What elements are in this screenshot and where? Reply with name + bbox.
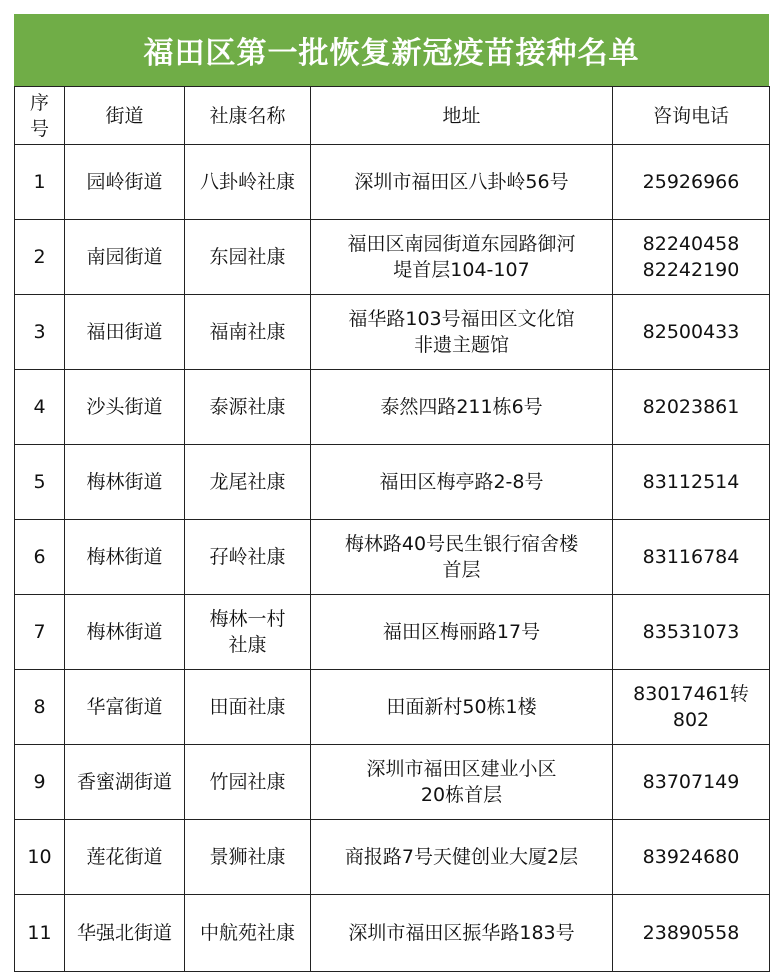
cell-phone: 82500433	[613, 295, 770, 370]
cell-address: 福华路103号福田区文化馆 非遗主题馆	[311, 295, 613, 370]
table-row	[15, 220, 770, 295]
cell-street: 南园街道	[65, 220, 185, 295]
cell-address: 深圳市福田区八卦岭56号	[311, 145, 613, 220]
cell-phone: 83531073	[613, 595, 770, 670]
cell-center: 泰源社康	[185, 370, 311, 445]
page-title: 福田区第一批恢复新冠疫苗接种名单	[14, 14, 769, 86]
cell-street: 香蜜湖街道	[65, 745, 185, 820]
table-row	[15, 820, 770, 895]
cell-center: 龙尾社康	[185, 445, 311, 520]
vaccination-table	[14, 86, 770, 972]
table-row	[15, 745, 770, 820]
cell-street: 梅林街道	[65, 520, 185, 595]
cell-phone: 83112514	[613, 445, 770, 520]
header-phone: 咨询电话	[613, 87, 770, 145]
cell-center: 中航苑社康	[185, 895, 311, 972]
cell-center: 八卦岭社康	[185, 145, 311, 220]
cell-seq: 6	[15, 520, 65, 595]
header-address: 地址	[311, 87, 613, 145]
table-row	[15, 145, 770, 220]
cell-seq: 8	[15, 670, 65, 745]
cell-center: 竹园社康	[185, 745, 311, 820]
cell-seq: 9	[15, 745, 65, 820]
cell-center: 孖岭社康	[185, 520, 311, 595]
cell-address: 福田区南园街道东园路御河 堤首层104-107	[311, 220, 613, 295]
cell-phone: 83116784	[613, 520, 770, 595]
table-row	[15, 670, 770, 745]
table-header-row	[15, 87, 770, 145]
cell-address: 深圳市福田区建业小区 20栋首层	[311, 745, 613, 820]
cell-address: 泰然四路211栋6号	[311, 370, 613, 445]
table-row	[15, 520, 770, 595]
header-street: 街道	[65, 87, 185, 145]
cell-seq: 11	[15, 895, 65, 972]
cell-seq: 5	[15, 445, 65, 520]
cell-center: 梅林一村 社康	[185, 595, 311, 670]
cell-address: 福田区梅丽路17号	[311, 595, 613, 670]
table-row	[15, 445, 770, 520]
cell-center: 景狮社康	[185, 820, 311, 895]
cell-address: 商报路7号天健创业大厦2层	[311, 820, 613, 895]
cell-address: 梅林路40号民生银行宿舍楼 首层	[311, 520, 613, 595]
header-seq-line1: 序	[29, 91, 49, 114]
cell-street: 福田街道	[65, 295, 185, 370]
cell-street: 华富街道	[65, 670, 185, 745]
table-row	[15, 295, 770, 370]
cell-street: 莲花街道	[65, 820, 185, 895]
table-row	[15, 595, 770, 670]
cell-phone: 83924680	[613, 820, 770, 895]
cell-address: 田面新村50栋1楼	[311, 670, 613, 745]
cell-center: 福南社康	[185, 295, 311, 370]
cell-street: 梅林街道	[65, 445, 185, 520]
cell-street: 华强北街道	[65, 895, 185, 972]
header-center: 社康名称	[185, 87, 311, 145]
cell-center: 田面社康	[185, 670, 311, 745]
cell-seq: 4	[15, 370, 65, 445]
cell-address: 福田区梅亭路2-8号	[311, 445, 613, 520]
cell-street: 沙头街道	[65, 370, 185, 445]
cell-phone: 83017461转802	[613, 670, 770, 745]
cell-seq: 10	[15, 820, 65, 895]
cell-seq: 3	[15, 295, 65, 370]
header-seq-line2: 号	[29, 117, 49, 140]
cell-seq: 7	[15, 595, 65, 670]
cell-phone: 83707149	[613, 745, 770, 820]
cell-phone: 25926966	[613, 145, 770, 220]
cell-seq: 2	[15, 220, 65, 295]
cell-phone: 82240458 82242190	[613, 220, 770, 295]
cell-seq: 1	[15, 145, 65, 220]
cell-phone: 82023861	[613, 370, 770, 445]
cell-address: 深圳市福田区振华路183号	[311, 895, 613, 972]
cell-phone: 23890558	[613, 895, 770, 972]
header-seq	[15, 87, 65, 145]
table-row	[15, 370, 770, 445]
cell-street: 梅林街道	[65, 595, 185, 670]
table-row	[15, 895, 770, 972]
cell-street: 园岭街道	[65, 145, 185, 220]
cell-center: 东园社康	[185, 220, 311, 295]
